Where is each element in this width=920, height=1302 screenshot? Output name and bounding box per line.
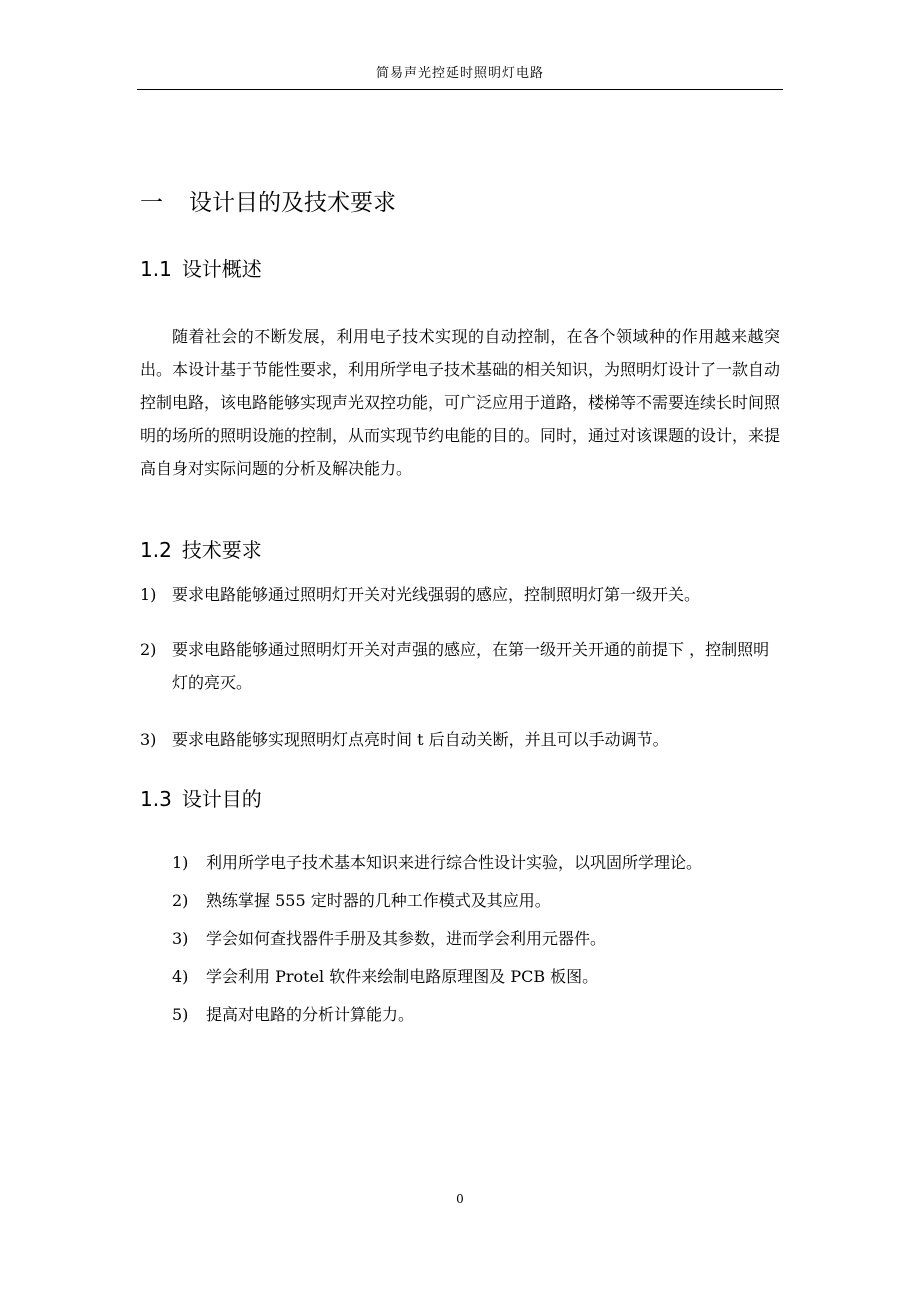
goal-item [172, 1002, 782, 1028]
page-number: 0 [456, 1192, 464, 1206]
list-marker: 5) [172, 1005, 189, 1024]
list-item-text: 学会利用 Protel 软件来绘制电路原理图及 PCB 板图。 [206, 967, 599, 986]
section-number: 1.1 [140, 257, 172, 281]
requirement-item [140, 723, 785, 756]
list-marker: 4) [172, 967, 189, 986]
list-item-text: 要求电路能够实现照明灯点亮时间 t 后自动关断，并且可以手动调节。 [172, 730, 669, 749]
goal-item [172, 926, 782, 952]
list-marker: 3) [140, 730, 157, 749]
goal-item [172, 850, 782, 876]
list-item-text: 要求电路能够通过照明灯开关对光线强弱的感应，控制照明灯第一级开关。 [172, 585, 701, 604]
chapter-heading [140, 186, 396, 220]
section-title: 设计概述 [181, 257, 262, 281]
chapter-number: 一 [140, 190, 163, 216]
list-item-text: 熟练掌握 555 定时器的几种工作模式及其应用。 [206, 891, 551, 910]
section-heading-1-1 [140, 254, 262, 284]
section-number: 1.3 [140, 787, 172, 811]
list-marker: 1) [172, 853, 189, 872]
list-item-text: 要求电路能够通过照明灯开关对声强的感应，在第一级开关开通的前提下 ，控制照明灯的亮灭。 [172, 640, 770, 692]
chapter-title: 设计目的及技术要求 [189, 190, 396, 216]
list-marker: 1) [140, 585, 157, 604]
list-item-text: 利用所学电子技术基本知识来进行综合性设计实验，以巩固所学理论。 [206, 853, 703, 872]
list-item-text: 提高对电路的分析计算能力。 [206, 1005, 415, 1024]
list-marker: 2) [140, 640, 157, 659]
section-title: 设计目的 [181, 787, 262, 811]
goal-item [172, 888, 782, 914]
section-heading-1-3 [140, 784, 262, 814]
section-number: 1.2 [140, 538, 172, 562]
list-marker: 2) [172, 891, 189, 910]
section-heading-1-2 [140, 535, 262, 565]
overview-paragraph: 随着社会的不断发展，利用电子技术实现的自动控制，在各个领域种的作用越来越突出。本设计基于节能性要求，利用所学电子技术基础的相关知识，为照明灯设计了一款自动控制电路，该电路能够实现声光双控功能，可广泛应用于道路，楼梯等不需要连续长时间照明的场所的照明设施的控制，从而实现节约电能的目的。同时，通过对该课题的设计，来提高自身对实际问题的分析及解决能力。 [140, 327, 781, 478]
requirement-item [140, 633, 785, 699]
requirement-item [140, 578, 785, 611]
list-marker: 3) [172, 929, 189, 948]
list-item-text: 学会如何查找器件手册及其参数，进而学会利用元器件。 [206, 929, 607, 948]
section-title: 技术要求 [181, 538, 262, 562]
header-rule [137, 89, 783, 90]
goal-item [172, 964, 782, 990]
page-header-title: 简易声光控延时照明灯电路 [375, 66, 544, 81]
